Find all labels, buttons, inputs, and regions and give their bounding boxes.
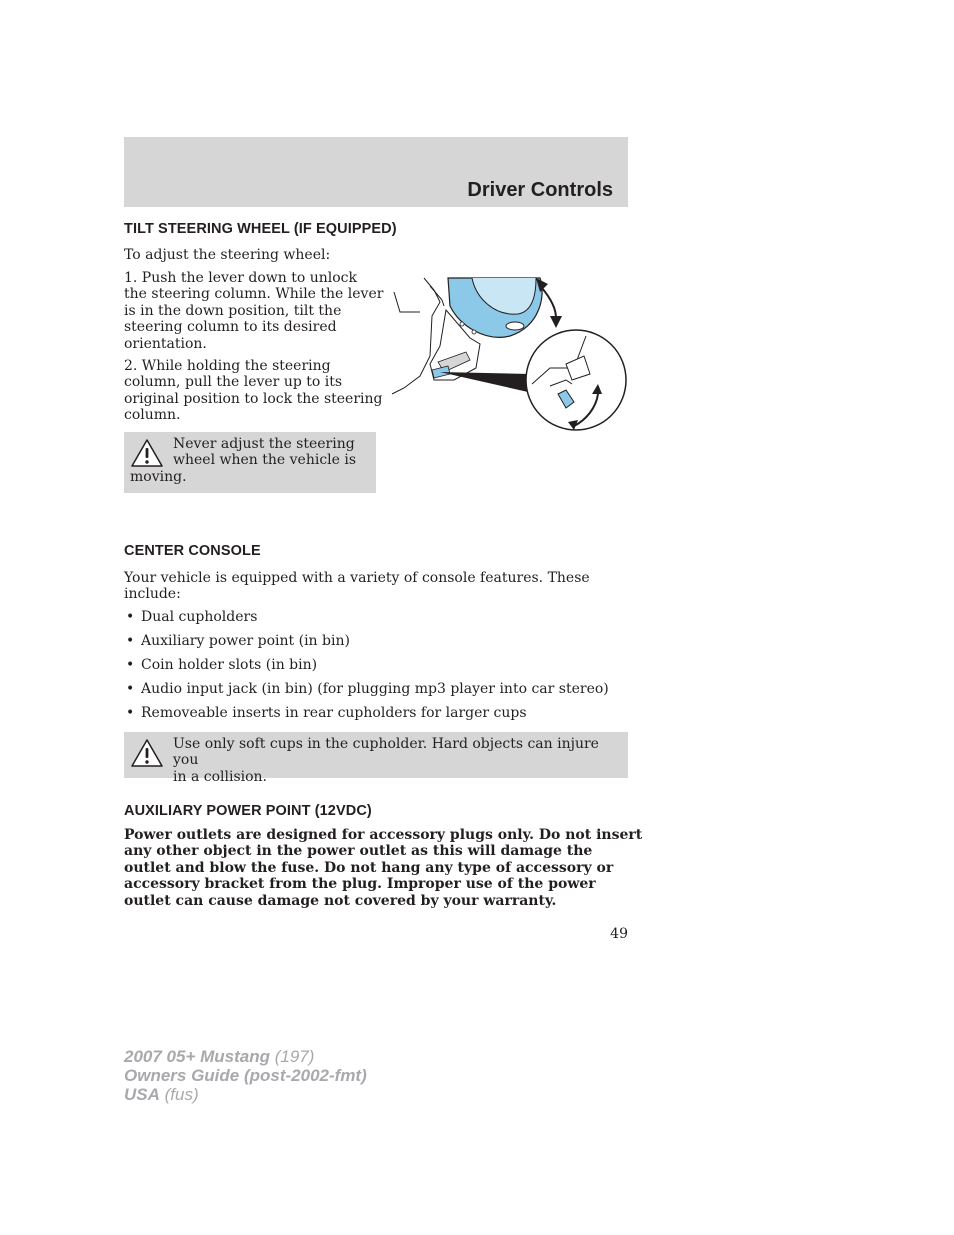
console-intro-line: include:: [124, 586, 181, 603]
power-point-body: [124, 827, 642, 909]
document-footer: [124, 1047, 367, 1104]
footer-line-2: [124, 1066, 367, 1085]
tilt-step-1-line: steering column to its desired: [124, 319, 337, 336]
list-item: • Audio input jack (in bin) (for plugging mp3 player into car stereo): [124, 681, 609, 705]
power-point-line: outlet can cause damage not covered by your warranty.: [124, 892, 557, 909]
list-item: • Auxiliary power point (in bin): [124, 633, 609, 657]
console-warning-text: [173, 736, 623, 785]
tilt-warning-line: wheel when the vehicle is: [173, 452, 357, 469]
power-point-line: any other object in the power outlet as this will damage the: [124, 843, 593, 860]
steering-column-illustration: [390, 276, 630, 436]
footer-market: USA: [124, 1085, 160, 1104]
section-header-band: [124, 137, 628, 207]
tilt-intro: To adjust the steering wheel:: [124, 247, 331, 263]
section-title: Driver Controls: [467, 179, 613, 201]
console-intro: [124, 570, 590, 603]
center-console-heading: CENTER CONSOLE: [124, 543, 261, 559]
tilt-step-1: [124, 270, 383, 352]
tilt-warning-text: [130, 436, 370, 485]
lever-detail-inset: [526, 330, 626, 430]
tilt-step-1-line: is in the down position, tilt the: [124, 302, 342, 319]
arrow-head-icon: [550, 316, 562, 328]
footer-model: 2007 05+ Mustang: [124, 1047, 270, 1066]
tilt-step-2-line: original position to lock the steering: [124, 390, 383, 407]
tilt-steering-heading: TILT STEERING WHEEL (IF EQUIPPED): [124, 221, 397, 237]
footer-model-code: (197): [270, 1047, 315, 1066]
power-point-line: accessory bracket from the plug. Improper use of the power: [124, 876, 596, 893]
power-point-heading: AUXILIARY POWER POINT (12VDC): [124, 803, 372, 819]
tilt-warning-line: moving.: [130, 468, 187, 485]
warning-triangle-icon: [131, 739, 163, 767]
tilt-step-1-line: the steering column. While the lever: [124, 286, 384, 303]
tilt-step-1-line: 1. Push the lever down to unlock: [124, 270, 357, 286]
tilt-warning-box: [124, 432, 376, 493]
list-item: • Coin holder slots (in bin): [124, 657, 609, 681]
tilt-step-2-line: column, pull the lever up to its: [124, 374, 343, 391]
tilt-step-2: [124, 358, 382, 424]
list-item: • Removeable inserts in rear cupholders for larger cups: [124, 705, 609, 729]
tilt-step-1-line: orientation.: [124, 335, 207, 352]
power-point-line: Power outlets are designed for accessory plugs only. Do not insert: [124, 827, 643, 843]
tilt-warning-line: Never adjust the steering: [173, 436, 355, 452]
page-number: 49: [610, 926, 628, 942]
console-warning-box: [124, 732, 628, 785]
console-warning-line: Use only soft cups in the cupholder. Hard objects can injure you: [173, 736, 599, 769]
footer-market-code: (fus): [159, 1085, 199, 1104]
console-warning-line: in a collision.: [173, 768, 268, 785]
console-intro-line: Your vehicle is equipped with a variety of console features. These: [124, 570, 590, 586]
console-feature-list: [124, 609, 609, 729]
tilt-step-2-line: 2. While holding the steering: [124, 358, 331, 374]
list-item: • Dual cupholders: [124, 609, 609, 633]
footer-line-1: [124, 1047, 367, 1066]
footer-line-3: [124, 1085, 367, 1104]
footer-guide: Owners Guide (post-2002-fmt): [124, 1066, 367, 1085]
tilt-step-2-line: column.: [124, 407, 181, 424]
power-point-line: outlet and blow the fuse. Do not hang any type of accessory or: [124, 859, 614, 876]
